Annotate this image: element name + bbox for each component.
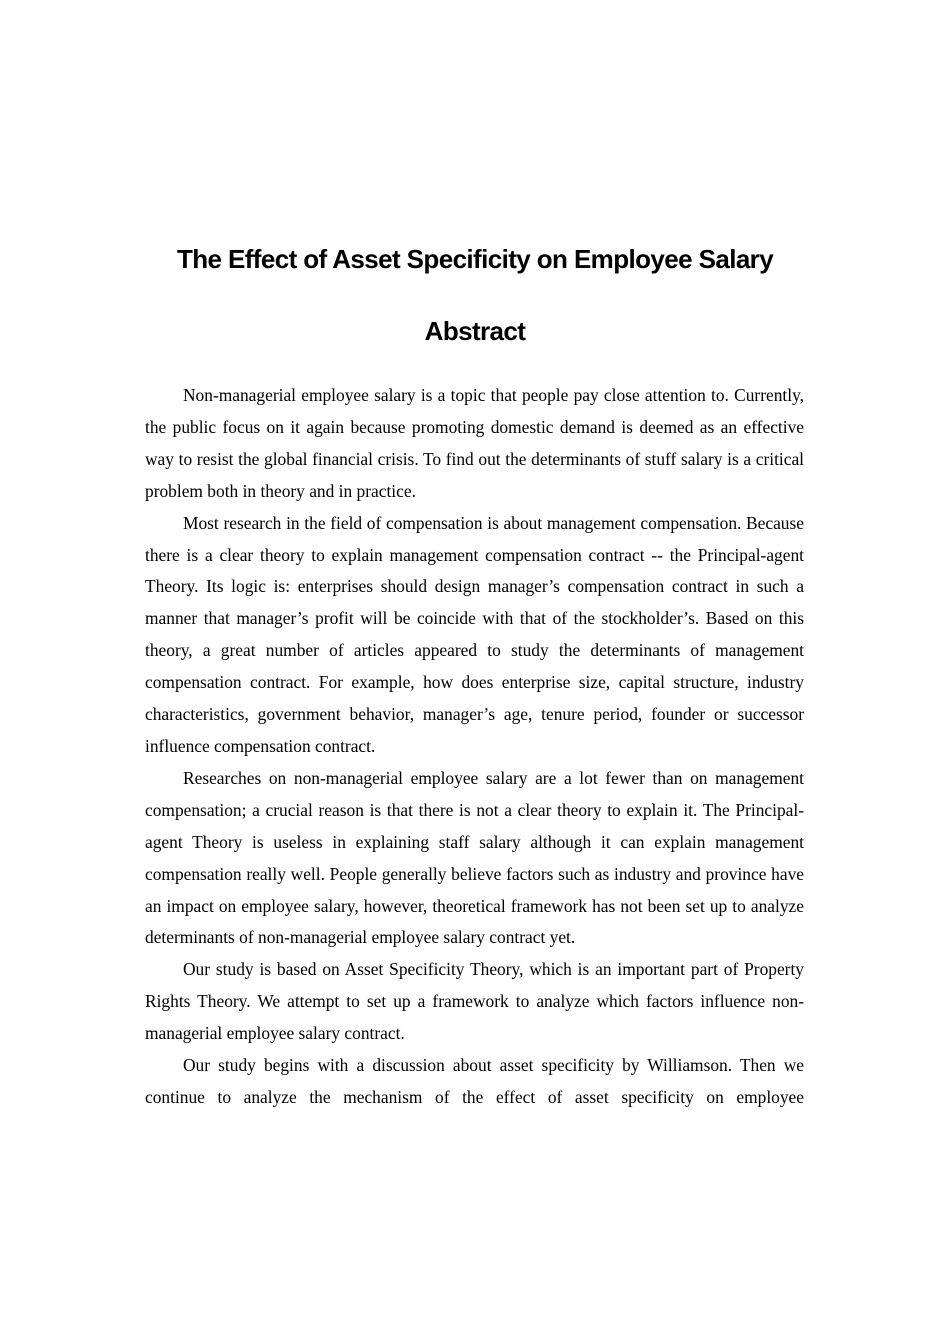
abstract-heading: Abstract [424, 316, 526, 346]
abstract-paragraph-2: Most research in the field of compensation is about management compensation. Because there is a clear theory to explain management compensation contract -- the Principal-agent Theory. Its logic is: enterprises should design manager’s compensation contract in such a manner that manager’s profit will be coincide with that of the stockholder’s. Based on this theory, a great number of articles appeared to study the determinants of management compensation contract. For example, how does enterprise size, capital structure, industry characteristics, government behavior, manager’s age, tenure period, founder or successor influence compensation contract. [145, 512, 804, 756]
abstract-body [145, 380, 804, 1114]
paper-title: The Effect of Asset Specificity on Employee Salary [176, 244, 774, 274]
abstract-paragraph-4: Our study is based on Asset Specificity Theory, which is an important part of Property Rights Theory. We attempt to set up a framework to analyze which factors influence non-managerial employee salary contract. [145, 959, 804, 1044]
abstract-paragraph-1: Non-managerial employee salary is a topic that people pay close attention to. Currently, the public focus on it again because promoting domestic demand is deemed as an effective way to resist the global financial crisis. To find out the determinants of stuff salary is a critical problem both in theory and in practice. [145, 385, 804, 501]
abstract-paragraph-5: Our study begins with a discussion about asset specificity by Williamson. Then we continue to analyze the mechanism of the effect of asset specificity on employee [145, 1055, 804, 1107]
abstract-paragraph-3: Researches on non-managerial employee salary are a lot fewer than on management compensation; a crucial reason is that there is not a clear theory to explain it. The Principal-agent Theory is useless in explaining staff salary although it can explain management compensation really well. People generally believe factors such as industry and province have an impact on employee salary, however, theoretical framework has not been set up to analyze determinants of non-managerial employee salary contract yet. [145, 767, 804, 948]
